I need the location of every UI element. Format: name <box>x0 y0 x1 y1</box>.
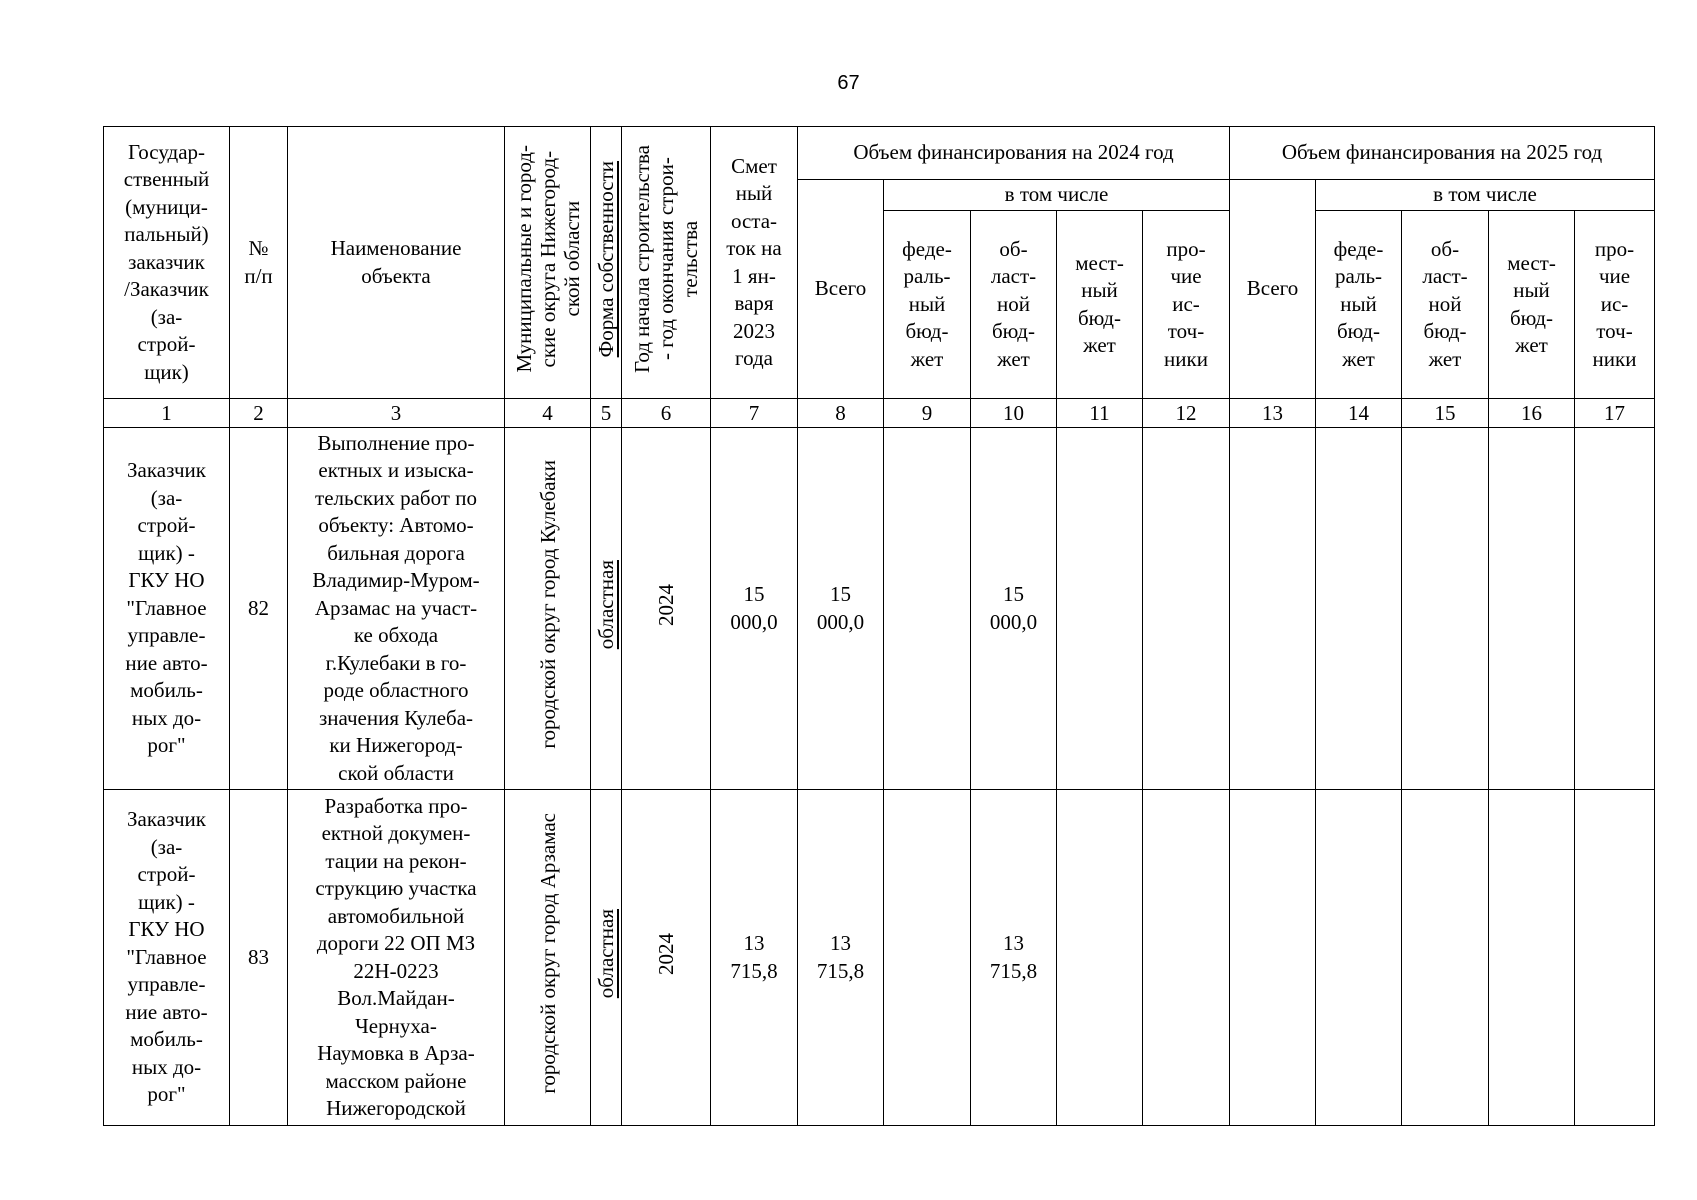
header-object-name: Наименование объекта <box>288 127 505 399</box>
row-other-2024 <box>1143 790 1230 1126</box>
header-federal-2024: феде- раль- ный бюд- жет <box>884 211 971 399</box>
row-local-2025 <box>1489 428 1575 790</box>
page-number: 67 <box>837 72 860 94</box>
header-row-1 <box>104 127 1655 180</box>
column-number: 7 <box>711 399 798 428</box>
financing-table <box>103 126 1655 1126</box>
row-estimate: 13 715,8 <box>711 790 798 1126</box>
row-total-2024: 15 000,0 <box>798 428 884 790</box>
column-number: 15 <box>1402 399 1489 428</box>
row-federal-2025 <box>1316 428 1402 790</box>
column-number: 4 <box>505 399 591 428</box>
header-total-2025: Всего <box>1230 180 1316 399</box>
column-number: 9 <box>884 399 971 428</box>
row-customer: Заказчик (за- строй- щик) - ГКУ НО "Главное управле- ние авто- мобиль- ных до- рог" <box>104 428 230 790</box>
column-number: 12 <box>1143 399 1230 428</box>
header-estimate: Смет ный оста- ток на 1 ян- варя 2023 года <box>711 127 798 399</box>
row-object-name: Разработка про- ектной докумен- тации на рекон- струкцию участка автомобильной дороги 22 ОП МЗ 22Н-0223 Вол.Майдан- Чернуха- Наумовка в Арза- масском районе Нижегородской <box>288 790 505 1126</box>
header-customer: Государ- ственный (муници- пальный) заказчик /Заказчик (за- строй- щик) <box>104 127 230 399</box>
row-oblast-2024: 13 715,8 <box>971 790 1057 1126</box>
header-oblast-2025: об- ласт- ной бюд- жет <box>1402 211 1489 399</box>
row-number: 82 <box>230 428 288 790</box>
header-years: Год начала строительства - год окончания строи- тельства <box>622 127 711 399</box>
column-number: 11 <box>1057 399 1143 428</box>
row-estimate: 15 000,0 <box>711 428 798 790</box>
column-number: 10 <box>971 399 1057 428</box>
header-federal-2025: феде- раль- ный бюд- жет <box>1316 211 1402 399</box>
column-number: 2 <box>230 399 288 428</box>
row-years: 2024 <box>622 790 711 1126</box>
header-other-2025: про- чие ис- точ- ники <box>1575 211 1655 399</box>
header-fin-2024: Объем финансирования на 2024 год <box>798 127 1230 180</box>
row-oblast-2025 <box>1402 790 1489 1126</box>
header-municipality: Муниципальные и город- ские округа Нижегород- ской области <box>505 127 591 399</box>
row-customer: Заказчик (за- строй- щик) - ГКУ НО "Главное управле- ние авто- мобиль- ных до- рог" <box>104 790 230 1126</box>
header-oblast-2024: об- ласт- ной бюд- жет <box>971 211 1057 399</box>
table-row <box>104 428 1655 790</box>
row-other-2024 <box>1143 428 1230 790</box>
row-local-2025 <box>1489 790 1575 1126</box>
table-row <box>104 790 1655 1126</box>
header-total-2024: Всего <box>798 180 884 399</box>
column-number: 17 <box>1575 399 1655 428</box>
column-number: 5 <box>591 399 622 428</box>
row-total-2024: 13 715,8 <box>798 790 884 1126</box>
header-including-2024: в том числе <box>884 180 1230 211</box>
column-number: 8 <box>798 399 884 428</box>
row-oblast-2025 <box>1402 428 1489 790</box>
column-number: 14 <box>1316 399 1402 428</box>
column-number-row <box>104 399 1655 428</box>
row-municipality: городской округ город Кулебаки <box>505 428 591 790</box>
column-number: 6 <box>622 399 711 428</box>
row-total-2025 <box>1230 428 1316 790</box>
header-other-2024: про- чие ис- точ- ники <box>1143 211 1230 399</box>
row-federal-2024 <box>884 790 971 1126</box>
row-years: 2024 <box>622 428 711 790</box>
row-total-2025 <box>1230 790 1316 1126</box>
row-ownership: областная <box>591 428 622 790</box>
row-municipality: городской округ город Арзамас <box>505 790 591 1126</box>
row-local-2024 <box>1057 428 1143 790</box>
column-number: 13 <box>1230 399 1316 428</box>
row-other-2025 <box>1575 428 1655 790</box>
header-number: № п/п <box>230 127 288 399</box>
header-local-2024: мест- ный бюд- жет <box>1057 211 1143 399</box>
row-federal-2024 <box>884 428 971 790</box>
row-federal-2025 <box>1316 790 1402 1126</box>
row-ownership: областная <box>591 790 622 1126</box>
column-number: 1 <box>104 399 230 428</box>
row-number: 83 <box>230 790 288 1126</box>
header-fin-2025: Объем финансирования на 2025 год <box>1230 127 1655 180</box>
header-ownership: Форма собственности <box>591 127 622 399</box>
header-including-2025: в том числе <box>1316 180 1655 211</box>
row-object-name: Выполнение про- ектных и изыска- тельских работ по объекту: Автомо- бильная дорога Владимир-Муром- Арзамас на участ- ке обхода г.Кулебаки в го- роде областного значения Кулеба- ки Нижегород- ской области <box>288 428 505 790</box>
column-number: 16 <box>1489 399 1575 428</box>
row-other-2025 <box>1575 790 1655 1126</box>
column-number: 3 <box>288 399 505 428</box>
row-local-2024 <box>1057 790 1143 1126</box>
row-oblast-2024: 15 000,0 <box>971 428 1057 790</box>
header-local-2025: мест- ный бюд- жет <box>1489 211 1575 399</box>
